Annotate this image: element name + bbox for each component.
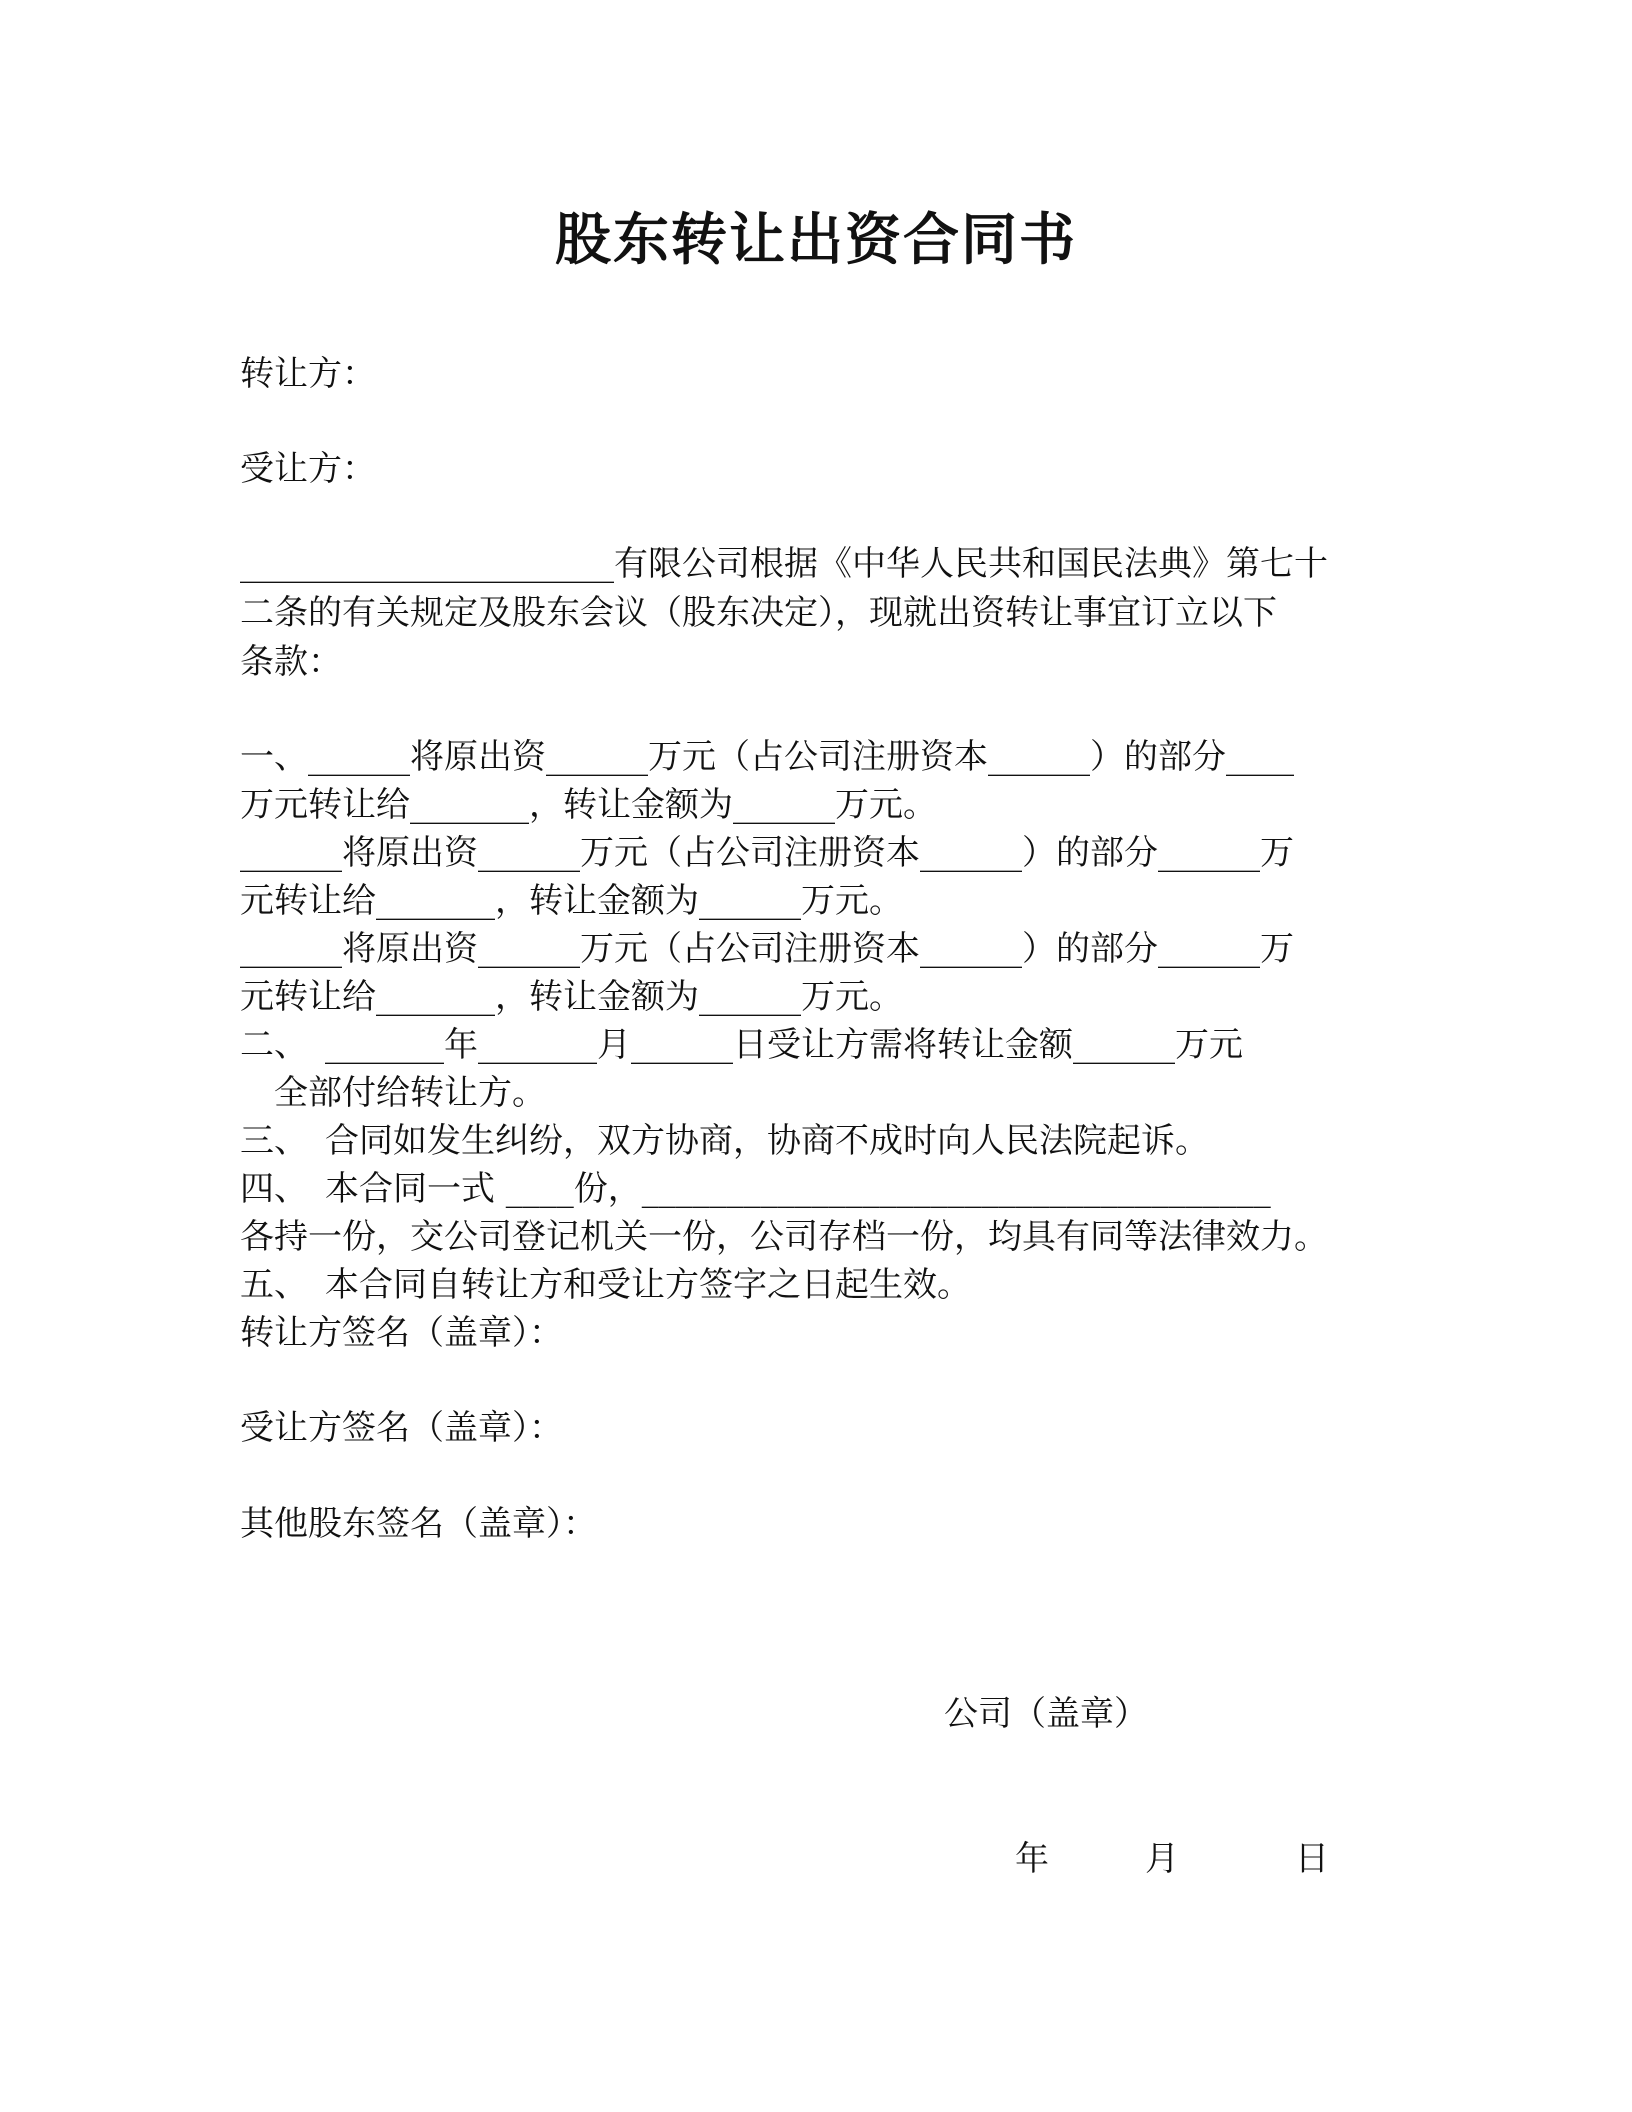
document-title: 股东转让出资合同书	[555, 207, 1077, 273]
intro-line-1: ______________________有限公司根据《中华人民共和国民法典》第七十	[240, 544, 1328, 584]
clause-line-3: ______将原出资______万元（占公司注册资本______）的部分______万	[240, 833, 1294, 873]
clause-line-4: 元转让给_______，转让金额为______万元。	[240, 881, 903, 921]
clause-line-6: 元转让给_______，转让金额为______万元。	[240, 977, 903, 1017]
clause-line-11: 各持一份，交公司登记机关一份，公司存档一份，均具有同等法律效力。	[240, 1217, 1328, 1257]
clause-line-10: 四、 本合同一式 ____份，_____________________________________	[240, 1169, 1271, 1209]
company-seal-label: 公司（盖章）	[944, 1694, 1148, 1734]
clause-line-8: 全部付给转让方。	[240, 1073, 546, 1113]
date-month-label: 月	[1145, 1839, 1179, 1879]
intro-line-3: 条款：	[240, 642, 342, 682]
clause-line-9: 三、 合同如发生纠纷，双方协商，协商不成时向人民法院起诉。	[240, 1121, 1209, 1161]
date-day-label: 日	[1295, 1839, 1329, 1879]
clause-line-5: ______将原出资______万元（占公司注册资本______）的部分______万	[240, 929, 1294, 969]
transferee-label: 受让方：	[240, 449, 376, 489]
clause-line-2: 万元转让给_______，转让金额为______万元。	[240, 785, 937, 825]
signature-transferor: 转让方签名（盖章）：	[240, 1313, 563, 1353]
intro-line-2: 二条的有关规定及股东会议（股东决定），现就出资转让事宜订立以下	[240, 593, 1277, 633]
signature-other-shareholders: 其他股东签名（盖章）：	[240, 1504, 597, 1544]
transferor-label: 转让方：	[240, 354, 376, 394]
clause-line-1: 一、______将原出资______万元（占公司注册资本______）的部分____	[240, 737, 1294, 777]
clause-line-7: 二、 _______年_______月______日受让方需将转让金额______万元	[240, 1025, 1243, 1065]
date-year-label: 年	[1015, 1839, 1049, 1879]
signature-transferee: 受让方签名（盖章）：	[240, 1408, 563, 1448]
clause-line-12: 五、 本合同自转让方和受让方签字之日起生效。	[240, 1265, 971, 1305]
